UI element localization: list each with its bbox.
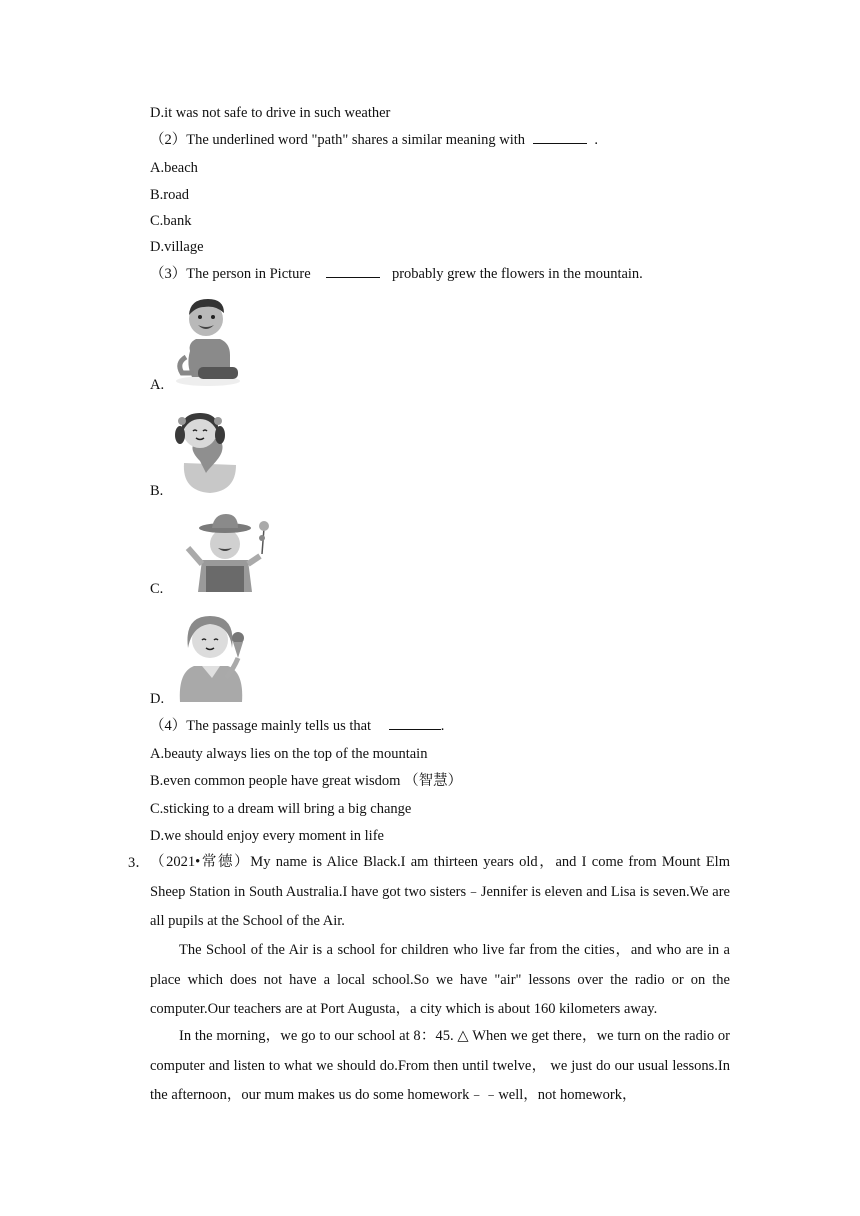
option-d-q4: D.we should enjoy every moment in life [150, 828, 384, 844]
option-c-q2: C.bank [150, 213, 192, 229]
picture-label-c: C. [150, 581, 164, 597]
question-2-stem-text: （2）The underlined word "path" shares a similar meaning with [150, 132, 529, 148]
question-4-stem [150, 717, 444, 735]
question-3-stem [150, 265, 643, 283]
picture-label-b: B. [150, 483, 164, 499]
question-4-stem-text: （4）The passage mainly tells us that [150, 718, 375, 734]
question-3-stem-end: probably grew the flowers in the mountain. [388, 266, 643, 282]
option-d-q1: D.it was not safe to drive in such weather [150, 105, 391, 121]
woman-with-ice-cream-picture [172, 608, 250, 702]
question-3-stem-text: （3）The person in Picture [150, 266, 315, 282]
question-4-stem-end: . [440, 718, 445, 734]
option-c-q4: C.sticking to a dream will bring a big change [150, 801, 412, 817]
old-man-with-flower-picture [174, 508, 276, 592]
picture-label-a: A. [150, 377, 165, 393]
option-b-q2: B.road [150, 187, 190, 203]
answer-blank [326, 265, 380, 278]
question-2-stem [150, 131, 598, 149]
passage-paragraph-2: The School of the Air is a school for children who live far from the cities，and who are in a place which does not have a local school.So we have "air" lessons over the radio or on the computer.Our teachers are at Port Augusta，a city which is about 160 kilometers away. [150, 942, 730, 1017]
passage-paragraph-1: （2021•常德）My name is Alice Black.I am thirteen years old，and I come from Mount Elm Sheep Station in South Australia.I have got two sisters﹣Jennifer is eleven and Lisa is seven.We are all pupils at the School of the Air. [150, 854, 730, 929]
picture-label-d: D. [150, 691, 165, 707]
option-b-q4: B.even common people have great wisdom （智慧） [150, 773, 463, 789]
question-2-stem-end: . [590, 132, 598, 148]
option-d-q2: D.village [150, 239, 204, 255]
option-a-q2: A.beach [150, 160, 198, 176]
question-number: 3． [128, 855, 150, 871]
answer-blank [533, 131, 587, 144]
option-a-q4: A.beauty always lies on the top of the mountain [150, 746, 428, 762]
passage-paragraph-3: In the morning，we go to our school at 8：45. △ When we get there，we turn on the radio or computer and listen to what we should do.From then until twelve， we just do our usual lessons.In the afternoon，our mum makes us do some homework﹣﹣well，not homework， [150, 1028, 730, 1103]
boy-picture [168, 293, 246, 387]
answer-blank [389, 717, 441, 730]
girl-with-heart-picture [170, 403, 252, 495]
